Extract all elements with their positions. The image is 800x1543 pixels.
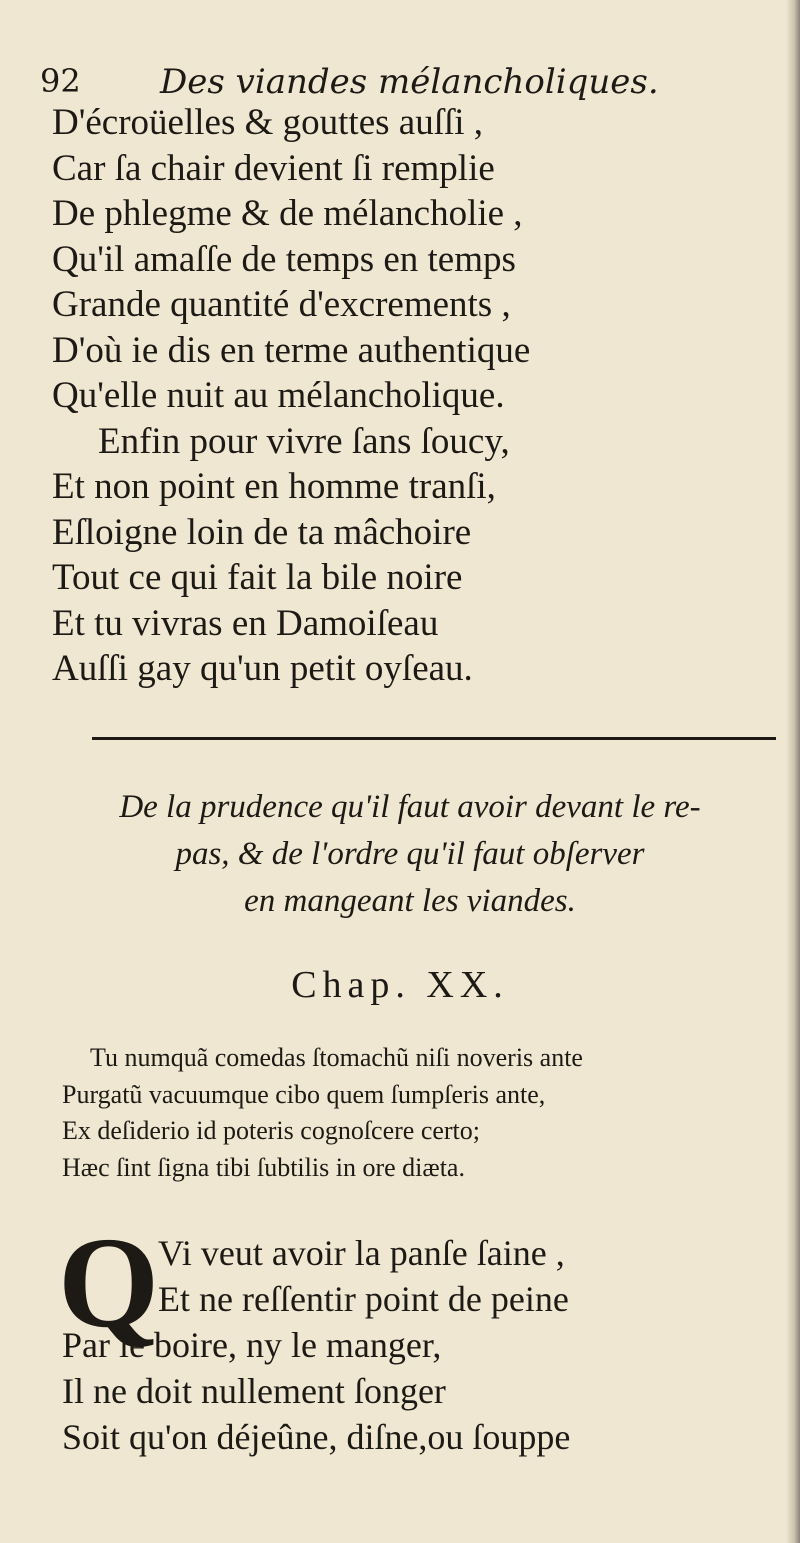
latin-verse bbox=[62, 1040, 583, 1186]
chapter-title-line: en mangeant les viandes. bbox=[244, 883, 576, 919]
latin-line: Purgatũ vacuumque cibo quem ſumpſeris ante, bbox=[62, 1079, 546, 1109]
verse-line: Eſloigne loin de ta mâchoire bbox=[52, 511, 472, 553]
page-number: 92 bbox=[40, 62, 81, 100]
verse-line: Et ne reſſentir point de peine bbox=[158, 1279, 569, 1319]
verse-line: Il ne doit nullement ſonger bbox=[62, 1371, 446, 1411]
verse-line: Par le boire, ny le manger, bbox=[62, 1325, 442, 1365]
verse-block-1 bbox=[52, 100, 530, 692]
verse-line: D'écroüelles & gouttes auſſi , bbox=[52, 102, 484, 143]
verse-line: Et non point en homme tranſi, bbox=[52, 466, 496, 507]
chapter-number: Chap. XX. bbox=[291, 964, 509, 1006]
verse-line: Vi veut avoir la panſe ſaine , bbox=[158, 1233, 565, 1273]
latin-line: Hæc ſint ſigna tibi ſubtilis in ore diæta. bbox=[62, 1152, 465, 1182]
verse-line: Qu'il amaſſe de temps en temps bbox=[52, 238, 516, 280]
chapter-title-line: pas, & de l'ordre qu'il faut obſerver bbox=[175, 836, 645, 872]
verse-line: D'où ie dis en terme authentique bbox=[52, 329, 531, 371]
verse-line: Auſſi gay qu'un petit oyſeau. bbox=[52, 648, 473, 689]
section-divider bbox=[92, 737, 776, 740]
verse-line: Car ſa chair devient ſi remplie bbox=[52, 147, 495, 189]
running-head: Des viandes mélancholiques. bbox=[160, 62, 659, 102]
verse-line: Grande quantité d'excrements , bbox=[52, 284, 511, 325]
latin-line: Ex deſiderio id poteris cognoſcere certo; bbox=[62, 1116, 481, 1145]
verse-line: Et tu vivras en Damoiſeau bbox=[52, 602, 439, 644]
latin-line: Tu numquã comedas ſtomachũ niſi noveris ante bbox=[90, 1043, 583, 1072]
drop-cap: Q bbox=[58, 1211, 160, 1355]
verse-line: Qu'elle nuit au mélancholique. bbox=[52, 375, 505, 416]
verse-line: Tout ce qui fait la bile noire bbox=[52, 557, 463, 598]
verse-line: Enfin pour vivre ſans ſoucy, bbox=[98, 420, 510, 462]
verse-line: Soit qu'on déjeûne, diſne,ou ſouppe bbox=[62, 1417, 571, 1457]
chapter-title bbox=[40, 784, 780, 925]
verse-block-2 bbox=[62, 1230, 570, 1460]
chapter-title-line: De la prudence qu'il faut avoir devant le re- bbox=[119, 789, 701, 825]
verse-line: De phlegme & de mélancholie , bbox=[52, 193, 523, 234]
